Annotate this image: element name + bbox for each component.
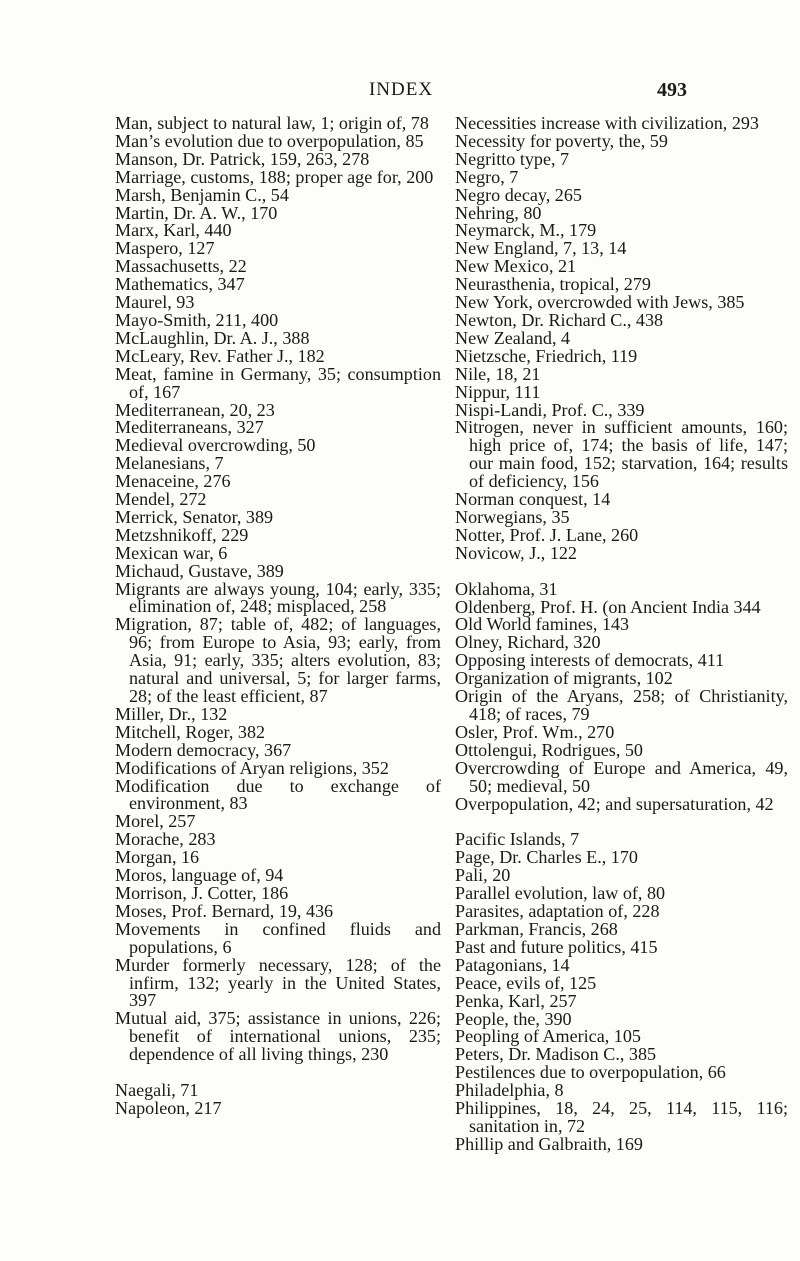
index-entry: Modification due to exchange of environment, 83	[115, 775, 441, 814]
index-entry: Napoleon, 217	[115, 1097, 222, 1118]
index-entry: Notter, Prof. J. Lane, 260	[455, 524, 639, 545]
index-entry: Norwegians, 35	[455, 506, 570, 527]
index-entry: Parkman, Francis, 268	[455, 918, 618, 939]
index-entry: Negritto type, 7	[455, 148, 570, 169]
index-entry: Nietzsche, Friedrich, 119	[455, 345, 638, 366]
index-entry: New York, overcrowded with Jews, 385	[455, 292, 745, 313]
index-entry: Marx, Karl, 440	[115, 220, 232, 241]
index-entry: Oklahoma, 31	[455, 578, 558, 599]
index-entry: Parasites, adaptation of, 228	[455, 901, 660, 922]
index-entry: Medieval overcrowding, 50	[115, 435, 316, 456]
index-entry: Neurasthenia, tropical, 279	[455, 274, 651, 295]
index-entry: Pali, 20	[455, 865, 511, 886]
index-entry: Meat, famine in Germany, 35; consumption of, 167	[115, 363, 441, 402]
index-entry: Organization of migrants, 102	[455, 668, 673, 689]
index-entry: Mathematics, 347	[115, 274, 245, 295]
index-entry: Peace, evils of, 125	[455, 972, 597, 993]
index-entry: Peters, Dr. Madison C., 385	[455, 1044, 657, 1065]
index-entry: Peopling of America, 105	[455, 1026, 641, 1047]
index-entry: Metzshnikoff, 229	[115, 524, 249, 545]
index-entry: Migration, 87; table of, 482; of languages, 96; from Europe to Asia, 93; early, from Asia, 91; early, 335; alters evolution, 83; natural and universal, 5; for larger farms, 28; of the least efficient, 87	[115, 614, 441, 706]
index-entry: Pestilences due to overpopulation, 66	[455, 1062, 726, 1083]
index-entry: Nippur, 111	[455, 381, 541, 402]
index-entry: Nitrogen, never in sufficient amounts, 160; high price of, 174; the basis of life, 147; our main food, 152; starvation, 164; results of deficiency, 156	[455, 417, 788, 492]
index-entry: Mitchell, Roger, 382	[115, 721, 266, 742]
index-entry: Overcrowding of Europe and America, 49, 50; medieval, 50	[455, 757, 788, 796]
index-entry: Osler, Prof. Wm., 270	[455, 721, 615, 742]
index-entry: Nile, 18, 21	[455, 363, 541, 384]
index-entry: Menaceine, 276	[115, 471, 231, 492]
index-entry: People, the, 390	[455, 1008, 572, 1029]
index-entry: Marsh, Benjamin C., 54	[115, 184, 289, 205]
index-entry: Moros, language of, 94	[115, 865, 284, 886]
index-entry: Norman conquest, 14	[455, 489, 611, 510]
index-entry: Manson, Dr. Patrick, 159, 263, 278	[115, 148, 370, 169]
index-entry: New England, 7, 13, 14	[455, 238, 627, 259]
page-header	[115, 79, 687, 109]
index-entry: Oldenberg, Prof. H. (on Ancient India 344	[455, 596, 761, 617]
index-entry: Morrison, J. Cotter, 186	[115, 882, 289, 903]
index-entry: Novicow, J., 122	[455, 542, 577, 563]
index-entry: Morache, 283	[115, 829, 216, 850]
index-entry: McLaughlin, Dr. A. J., 388	[115, 327, 310, 348]
left-index-column	[115, 115, 441, 1118]
index-entry: Opposing interests of democrats, 411	[455, 650, 725, 671]
index-entry: Martin, Dr. A. W., 170	[115, 202, 278, 223]
index-entry: Negro decay, 265	[455, 184, 582, 205]
index-entry: Philadelphia, 8	[455, 1080, 564, 1101]
index-entry: Massachusetts, 22	[115, 256, 247, 277]
index-entry: Modifications of Aryan religions, 352	[115, 757, 389, 778]
index-entry: Marriage, customs, 188; proper age for, 200	[115, 166, 434, 187]
index-entry: Parallel evolution, law of, 80	[455, 883, 666, 904]
index-entry: McLeary, Rev. Father J., 182	[115, 345, 325, 366]
index-entry: Ottolengui, Rodrigues, 50	[455, 739, 643, 760]
index-entry: Mexican war, 6	[115, 542, 228, 563]
index-entry: Maspero, 127	[115, 238, 215, 259]
index-entry: Murder formerly necessary, 128; of the infirm, 132; yearly in the United States, 397	[115, 954, 441, 1011]
index-entry: Mayo-Smith, 211, 400	[115, 309, 279, 330]
index-entry: Origin of the Aryans, 258; of Christianity, 418; of races, 79	[455, 686, 788, 724]
index-entry: Mediterraneans, 327	[115, 417, 264, 438]
index-entry: Pacific Islands, 7	[455, 829, 580, 850]
index-entry: Overpopulation, 42; and supersaturation, 42	[455, 793, 774, 814]
index-entry: Penka, Karl, 257	[455, 990, 577, 1011]
index-entry: Melanesians, 7	[115, 453, 224, 474]
index-entry: Mendel, 272	[115, 489, 207, 510]
index-entry: New Mexico, 21	[455, 256, 577, 277]
index-entry: Movements in confined fluids and populations, 6	[115, 918, 441, 957]
index-entry: Philippines, 18, 24, 25, 114, 115, 116; sanitation in, 72	[455, 1098, 788, 1136]
index-entry: Migrants are always young, 104; early, 335; elimination of, 248; misplaced, 258	[115, 578, 441, 617]
index-entry: Phillip and Galbraith, 169	[455, 1133, 643, 1154]
right-index-column	[455, 115, 788, 1154]
index-entry: Necessities increase with civilization, 293	[455, 113, 759, 133]
index-entry: Modern democracy, 367	[115, 739, 292, 760]
index-entry: New Zealand, 4	[455, 327, 571, 348]
section-gap	[455, 563, 788, 581]
index-entry: Man, subject to natural law, 1; origin of, 78	[115, 113, 429, 133]
index-entry: Michaud, Gustave, 389	[115, 560, 284, 581]
index-entry: Neymarck, M., 179	[455, 220, 597, 241]
index-entry: Morgan, 16	[115, 847, 200, 868]
index-entry: Nehring, 80	[455, 202, 542, 223]
page-number: 493	[657, 79, 687, 101]
index-entry: Moses, Prof. Bernard, 19, 436	[115, 900, 334, 921]
index-entry: Mediterranean, 20, 23	[115, 399, 275, 420]
index-entry: Page, Dr. Charles E., 170	[455, 847, 638, 868]
index-entry: Negro, 7	[455, 166, 519, 187]
index-entry: Morel, 257	[115, 811, 196, 832]
index-entry: Past and future politics, 415	[455, 936, 658, 957]
index-entry: Man’s evolution due to overpopulation, 85	[115, 130, 424, 151]
index-entry: Patagonians, 14	[455, 954, 570, 975]
index-entry: Necessity for poverty, the, 59	[455, 130, 668, 151]
index-entry: Olney, Richard, 320	[455, 632, 601, 653]
index-entry: Nispi-Landi, Prof. C., 339	[455, 399, 645, 420]
page-title: INDEX	[368, 79, 434, 100]
index-entry: Mutual aid, 375; assistance in unions, 226; benefit of international unions, 235; dependence of all living things, 230	[115, 1008, 441, 1065]
index-entry: Maurel, 93	[115, 292, 195, 313]
index-entry: Merrick, Senator, 389	[115, 506, 274, 527]
index-entry: Miller, Dr., 132	[115, 703, 228, 724]
index-entry: Newton, Dr. Richard C., 438	[455, 309, 664, 330]
index-entry: Naegali, 71	[115, 1080, 199, 1101]
index-entry: Old World famines, 143	[455, 614, 630, 635]
